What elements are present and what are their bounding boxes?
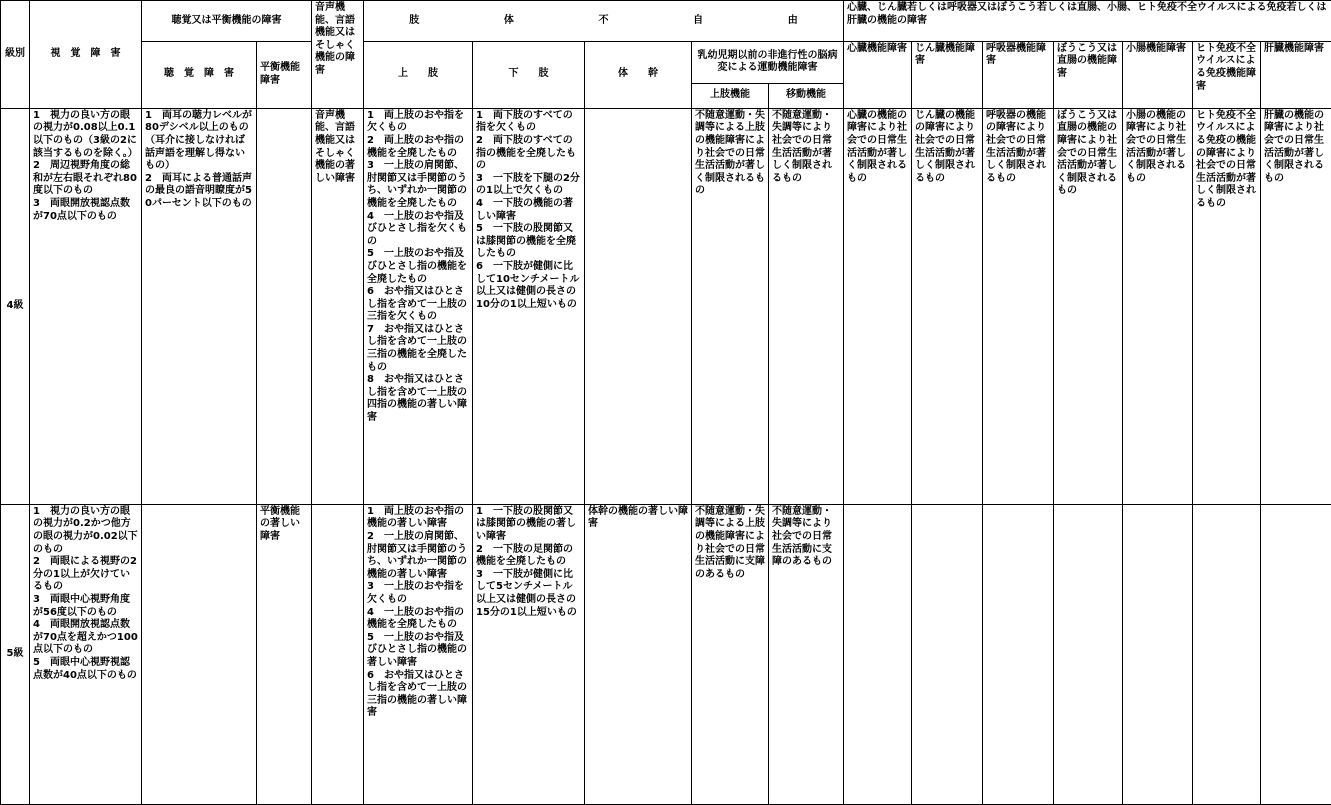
g4-bladder-cell: ぼうこう又は直腸の機能の障害により社会での日常生活活動が著しく制限されるもの: [1054, 108, 1123, 504]
g5-respiratory-cell: [983, 504, 1054, 804]
balance-header: 平衡機能障害: [257, 41, 312, 108]
speech-header: 音声機能、言語機能又はそしゃく機能の障害: [312, 1, 364, 109]
liver-header: 肝臓機能障害: [1261, 41, 1331, 108]
limb-group-header: [364, 1, 844, 42]
g4-heart-cell: 心臓の機能の障害により社会での日常生活活動が著しく制限されるもの: [844, 108, 912, 504]
heart-header: 心臓機能障害: [844, 41, 912, 108]
g5-speech-cell: [312, 504, 364, 804]
g5-kidney-cell: [912, 504, 983, 804]
kidney-header: じん臓機能障害: [912, 41, 983, 108]
g4-lower-cell: 1 両下肢のすべての指を欠くもの 2 両下肢のすべての指の機能を全廃したもの 3 一下肢を下腿の2分の1以上で欠くもの 4 一下肢の機能の著しい障害 5 一下肢の股関節又は膝関節の機能を全廃したもの 6 一下肢が健側に比して10センチメートル以上又は健側の長さの10分の1以上短いもの: [473, 108, 585, 504]
g5-lower-cell: 1 一下肢の股関節又は膝関節の機能の著しい障害 2 一下肢の足関節の機能を全廃したもの 3 一下肢が健側に比して5センチメートル以上又は健側の長さの15分の1以上短いもの: [473, 504, 585, 804]
intestine-header: 小腸機能障害: [1123, 41, 1193, 108]
g5-bladder-cell: [1054, 504, 1123, 804]
g4-kidney-cell: じん臓の機能の障害により社会での日常生活活動が著しく制限されるもの: [912, 108, 983, 504]
visual-header: 視 覚 障 害: [30, 1, 142, 109]
hearing-header: 聴 覚 障 害: [142, 41, 257, 108]
g5-infant-move-cell: 不随意運動・失調等により社会での日常生活活動に支障のあるもの: [769, 504, 844, 804]
header-row-1: [1, 1, 1331, 42]
g4-hiv-cell: ヒト免疫不全ウイルスによる免疫の機能の障害により社会での日常生活活動が著しく制限されるもの: [1193, 108, 1261, 504]
grade-header: 級別: [1, 1, 30, 109]
g5-balance-cell: 平衡機能の著しい障害: [257, 504, 312, 804]
g5-heart-cell: [844, 504, 912, 804]
infant-upper-header: 上肢機能: [692, 83, 769, 108]
respiratory-header: 呼吸器機能障害: [983, 41, 1054, 108]
grade-5-label: 5級: [1, 504, 30, 804]
infant-group-header: 乳幼児期以前の非進行性の脳病変による運動機能障害: [692, 41, 844, 83]
g4-hearing-cell: 1 両耳の聴力レベルが80デシベル以上のもの（耳介に接しなければ話声語を理解し得ないもの） 2 両耳による普通話声の最良の語音明瞭度が50パーセント以下のもの: [142, 108, 257, 504]
limb-char-3: 不: [599, 15, 609, 28]
g5-trunk-cell: 体幹の機能の著しい障害: [585, 504, 692, 804]
header-row-2: [1, 41, 1331, 83]
grade-4-row: [1, 108, 1331, 504]
g4-upper-cell: 1 両上肢のおや指を欠くもの 2 両上肢のおや指の機能を全廃したもの 3 一上肢の肩関節、肘関節又は手関節のうち、いずれか一関節の機能を全廃したもの 4 一上肢のおや指及びひとさし指を欠くもの 5 一上肢のおや指及びひとさし指の機能を全廃したもの 6 おや指又はひとさし指を含めて一上肢の三指を欠くもの 7 おや指又はひとさし指を含めて一上肢の三指の機能を全廃したもの 8 おや指又はひとさし指を含めて一上肢の四指の機能の著しい障害: [364, 108, 473, 504]
g5-visual-cell: 1 視力の良い方の眼の視力が0.2かつ他方の眼の視力が0.02以下のもの 2 両眼による視野の2分の1以上が欠けているもの 3 両眼中心視野角度が56度以下のもの 4 両眼開放視認点数が70点を超えかつ100点以下のもの 5 両眼中心視野視認点数が40点以下のもの: [30, 504, 142, 804]
hearing-group-header: 聴覚又は平衡機能の障害: [142, 1, 312, 42]
bladder-header: ぼうこう又は直腸の機能障害: [1054, 41, 1123, 108]
limb-char-2: 体: [504, 15, 514, 28]
infant-move-header: 移動機能: [769, 83, 844, 108]
upper-limb-header: 上 肢: [364, 41, 473, 108]
g5-upper-cell: 1 両上肢のおや指の機能の著しい障害 2 一上肢の肩関節、肘関節又は手関節のうち、いずれか一関節の機能の著しい障害 3 一上肢のおや指を欠くもの 4 一上肢のおや指の機能を全廃したもの 5 一上肢のおや指及びひとさし指の機能の著しい障害 6 おや指又はひとさし指を含めて一上肢の三指の機能の著しい障害: [364, 504, 473, 804]
limb-char-1: 肢: [409, 15, 419, 28]
internal-group-header: 心臓、じん臓若しくは呼吸器又はぼうこう若しくは直腸、小腸、ヒト免疫不全ウイルスによる免疫若しくは肝臓の機能の障害: [844, 1, 1331, 42]
g4-trunk-cell: [585, 108, 692, 504]
lower-limb-header: 下 肢: [473, 41, 585, 108]
g5-hearing-cell: [142, 504, 257, 804]
g5-hiv-cell: [1193, 504, 1261, 804]
g4-liver-cell: 肝臓の機能の障害により社会での日常生活活動が著しく制限されるもの: [1261, 108, 1331, 504]
g4-balance-cell: [257, 108, 312, 504]
g4-respiratory-cell: 呼吸器の機能の障害により社会での日常生活活動が著しく制限されるもの: [983, 108, 1054, 504]
g5-intestine-cell: [1123, 504, 1193, 804]
g4-visual-cell: 1 視力の良い方の眼の視力が0.08以上0.1以下のもの（3級の2に該当するものを除く。） 2 周辺視野角度の総和が左右眼それぞれ80度以下のもの 3 両眼開放視認点数が70点以下のもの: [30, 108, 142, 504]
trunk-header: 体 幹: [585, 41, 692, 108]
g5-liver-cell: [1261, 504, 1331, 804]
grade-5-row: [1, 504, 1331, 804]
g4-intestine-cell: 小腸の機能の障害により社会での日常生活活動が著しく制限されるもの: [1123, 108, 1193, 504]
limb-char-5: 由: [788, 15, 798, 28]
g4-speech-cell: 音声機能、言語機能又はそしゃく機能の著しい障害: [312, 108, 364, 504]
grade-4-label: 4級: [1, 108, 30, 504]
limb-char-4: 自: [693, 15, 703, 28]
hiv-header: ヒト免疫不全ウイルスによる免疫機能障害: [1193, 41, 1261, 108]
g4-infant-move-cell: 不随意運動・失調等により社会での日常生活活動が著しく制限されるもの: [769, 108, 844, 504]
g5-infant-upper-cell: 不随意運動・失調等による上肢の機能障害により社会での日常生活活動に支障のあるもの: [692, 504, 769, 804]
g4-infant-upper-cell: 不随意運動・失調等による上肢の機能障害により社会での日常生活活動が著しく制限されるもの: [692, 108, 769, 504]
